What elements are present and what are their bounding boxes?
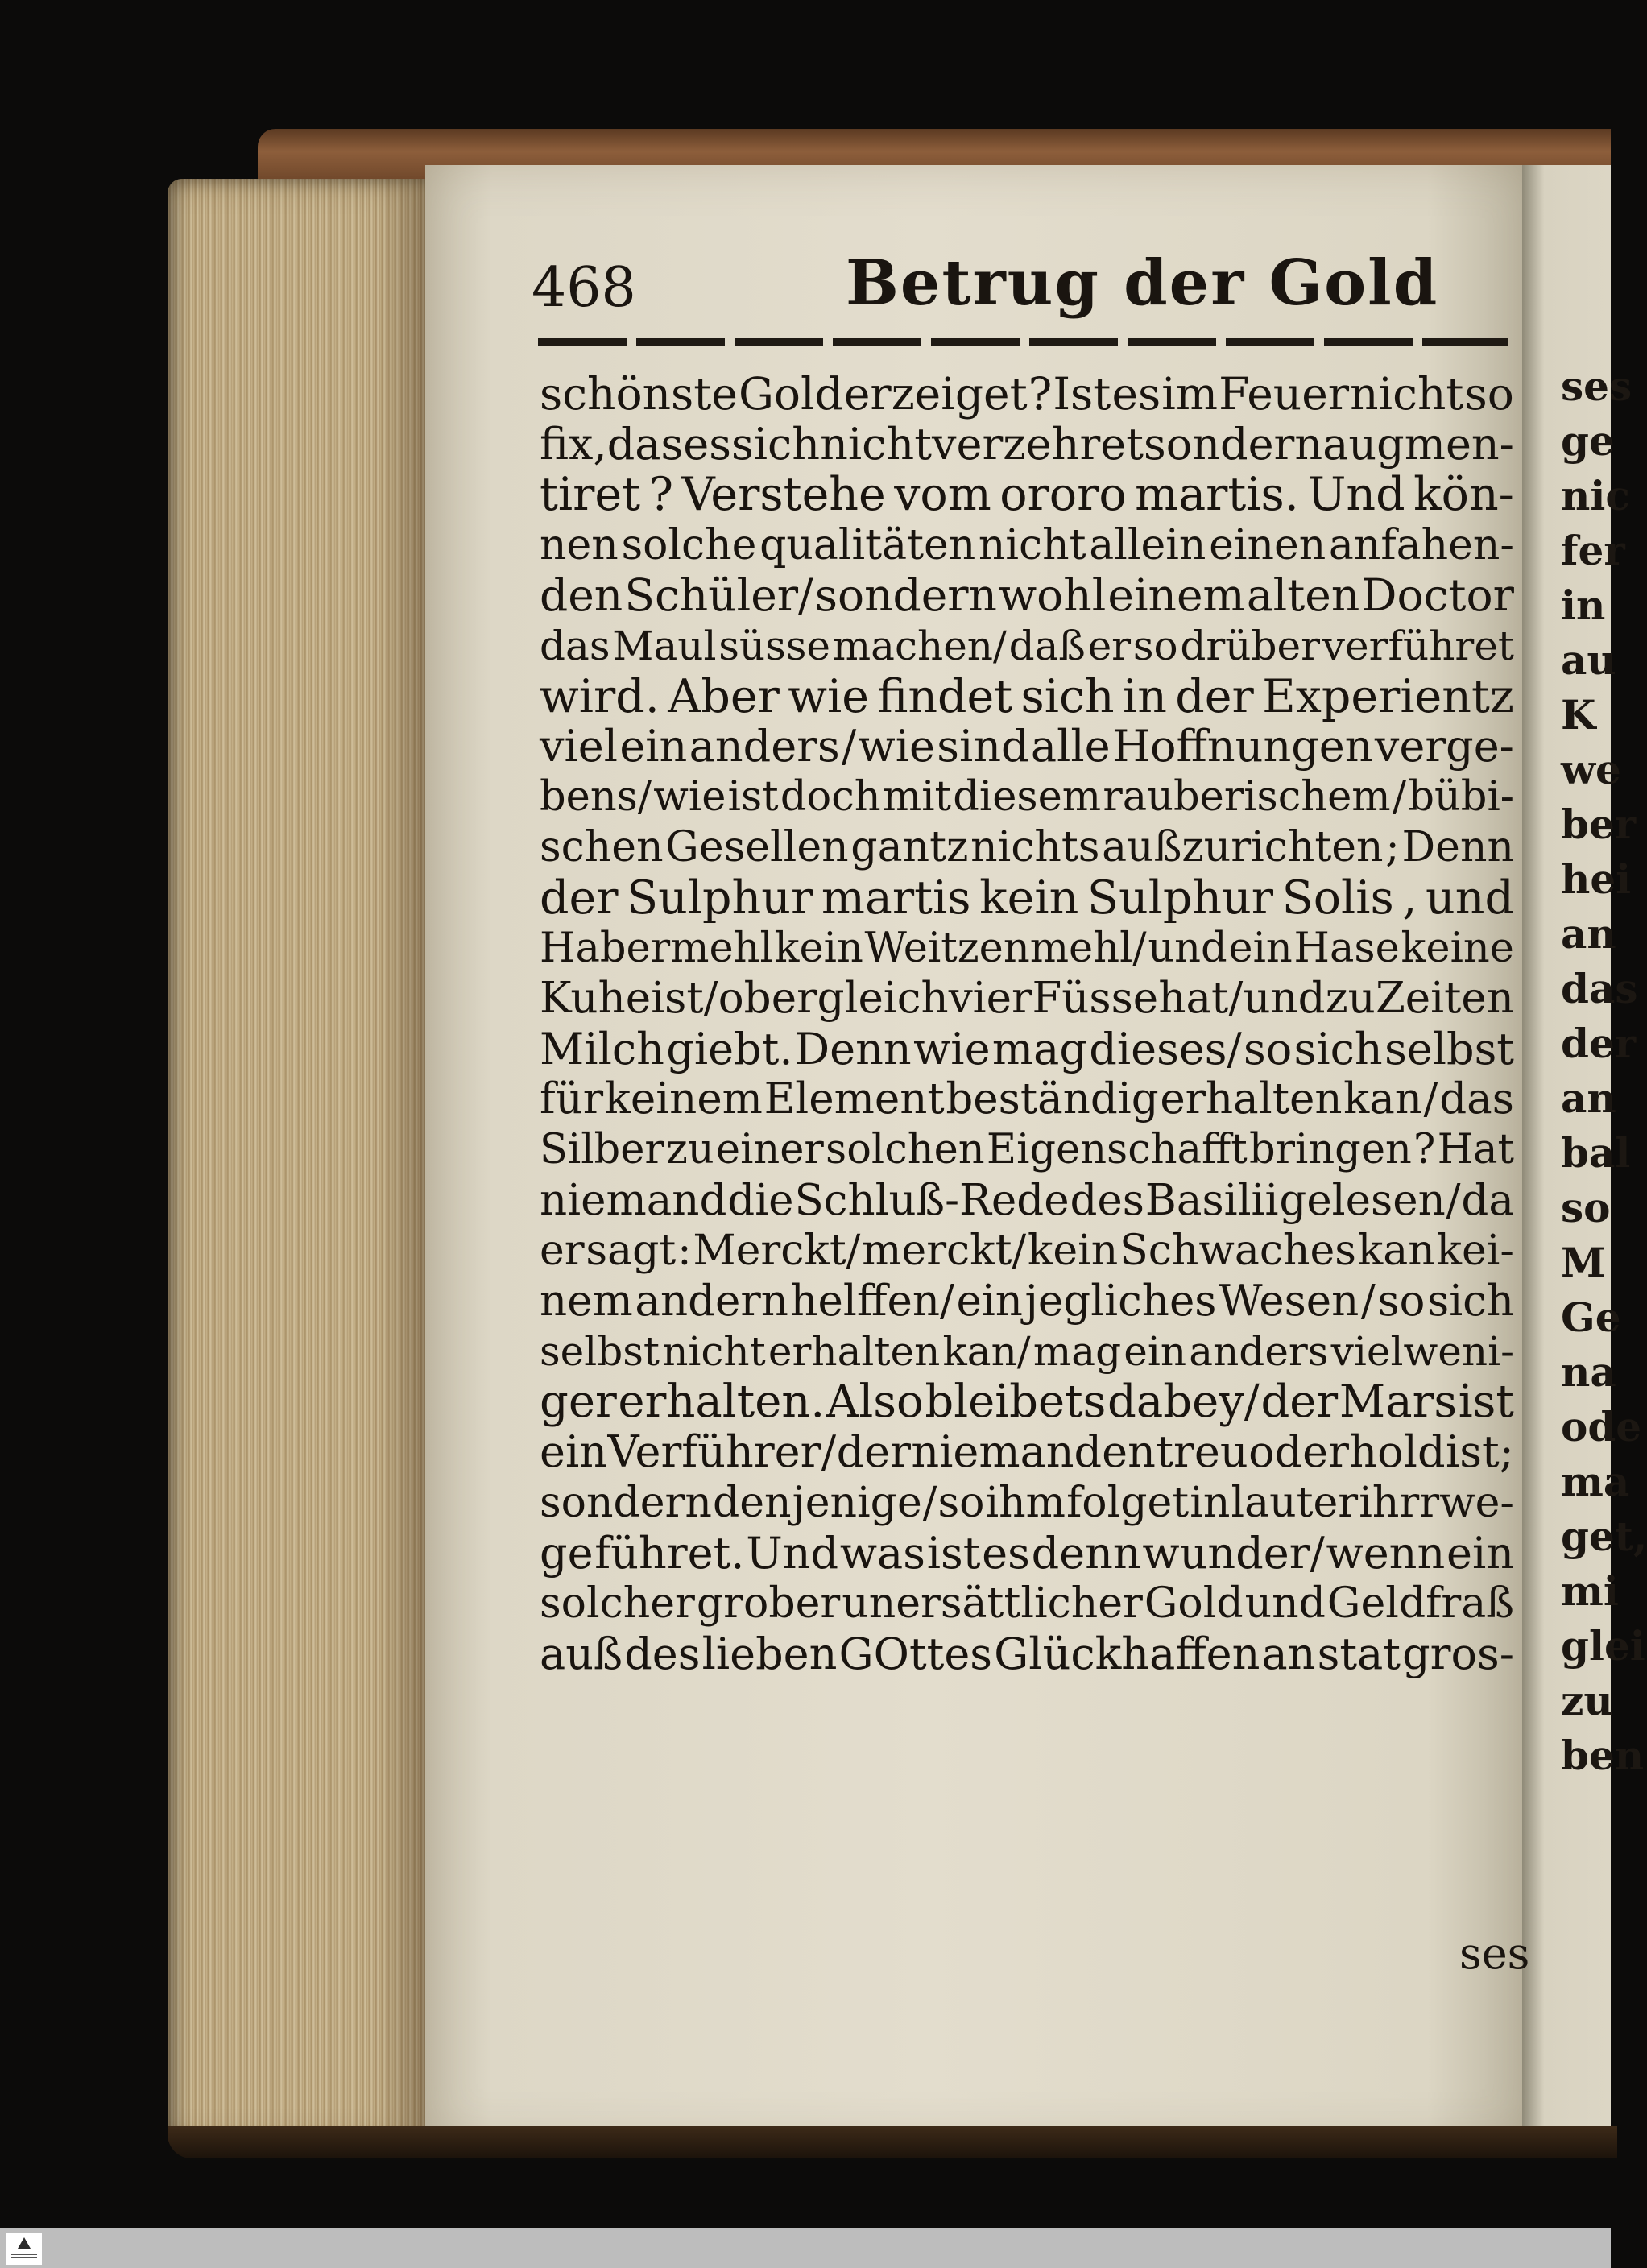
facing-page-fragment: hei (1561, 855, 1632, 903)
text-line: bens/ wie ist doch mit diesem rauberischem / bübi- (540, 772, 1514, 821)
text-line: schönste Gold erzeiget ? Ist es im Feuer nicht so (540, 368, 1514, 420)
facing-page-fragment: Ge (1561, 1293, 1621, 1341)
facing-page-fragment: das (1561, 965, 1638, 1012)
text-line: Kuhe ist/ ob er gleich vier Füsse hat/ und zu Zeiten (540, 974, 1514, 1024)
text-line: nem andern helffen/ ein jegliches Wesen / so sich (540, 1276, 1514, 1326)
text-line: Milch giebt. Denn wie mag dieses/ so sich selbst (540, 1023, 1514, 1074)
text-line: tiret ? Verstehe vom ororo martis. Und kön- (540, 468, 1514, 522)
facing-page-fragment: M (1561, 1239, 1606, 1286)
facing-page-fragment: zu (1561, 1677, 1613, 1724)
facing-page-fragment: ber (1561, 801, 1637, 848)
text-line: viel ein anders / wie sind alle Hoffnungen verge- (540, 721, 1514, 772)
page-edges (168, 179, 425, 2144)
text-line: auß des lieben GOttes Glückhaffen an stat gros- (540, 1628, 1514, 1679)
facing-page-fragment: ben (1561, 1732, 1645, 1779)
facing-page-fragment: nic (1561, 472, 1630, 519)
text-line: für keinem Element beständig erhalten kan / das (540, 1074, 1514, 1124)
facing-page-fragment: ses (1561, 362, 1633, 410)
facing-page-fragment: ode (1561, 1403, 1642, 1451)
logo-text-lines (11, 2254, 37, 2260)
body-text (540, 369, 1514, 1679)
text-line: solcher grober unersättlicher Gold und Geldfraß (540, 1579, 1514, 1629)
facing-page-fragment: ma (1561, 1458, 1630, 1505)
text-line: fix, das es sich nicht verzehret sondern augmen- (540, 418, 1514, 470)
facing-page-fragment: na (1561, 1348, 1616, 1396)
text-line: schen Gesellen gantz nichts außzurichten ; Denn (540, 823, 1514, 872)
facing-page-fragment: glei (1561, 1622, 1645, 1670)
facing-page-fragment: an (1561, 910, 1616, 958)
facing-page-fragment: bal (1561, 1129, 1631, 1177)
page-number: 468 (532, 256, 636, 320)
text-line: der Sulphur martis kein Sulphur Solis , und (540, 871, 1514, 925)
catchword: ses (1459, 1928, 1530, 1979)
running-header (0, 246, 1611, 321)
text-line: selbst nicht erhalten kan/ mag ein anders vielweni- (540, 1328, 1514, 1376)
text-line: nen solche qualitäten nicht allein einen anfahen- (540, 520, 1514, 569)
text-line: er sagt : Merckt/ merckt/ kein Schwaches kan kei- (540, 1227, 1514, 1276)
text-line: Silber zu einer solchen Eigenschafft bringen ? Hat (540, 1125, 1514, 1173)
text-line: Habermehl kein Weitzenmehl/ und ein Hase keine (540, 924, 1514, 972)
facing-page-fragment: in (1561, 581, 1606, 629)
facing-page-fragment: so (1561, 1184, 1611, 1231)
facing-page-fragment: K (1561, 691, 1596, 739)
book-cover-bottom (168, 2126, 1617, 2158)
facing-page-fragment: der (1561, 1020, 1637, 1067)
facing-page-fragment: get, (1561, 1513, 1647, 1560)
text-line: ger erhalten. Also bleibets dabey/ der Mars ist (540, 1375, 1514, 1428)
library-logo-icon[interactable] (6, 2233, 42, 2265)
facing-page-fragment: mi (1561, 1567, 1619, 1615)
text-line: niemand die Schluß-Rede des Basilii gelesen / da (540, 1175, 1514, 1225)
facing-page-fragment: au (1561, 636, 1616, 684)
text-line: ge führet. Und was ist es denn wunder/ wenn ein (540, 1527, 1514, 1579)
facing-page-edge (1522, 165, 1647, 2142)
facing-page-fragment: fer (1561, 527, 1625, 574)
facing-page-fragment: ge (1561, 417, 1615, 465)
logo-mark (18, 2237, 31, 2249)
text-line: sondern den jenige / so ihm folget in lauter ihrrwe- (540, 1479, 1514, 1528)
text-line: den Schüler/ sondern wohl einem alten Doctor (540, 569, 1514, 622)
facing-page-fragment: we (1561, 746, 1621, 793)
viewer-footer-bar (0, 2228, 1611, 2268)
text-line: wird. Aber wie findet sich in der Experientz (540, 669, 1514, 723)
header-rule (538, 338, 1508, 346)
running-title: Betrug der Gold (846, 246, 1439, 320)
text-line: ein Verführer / der niemanden treu oder hold ist; (540, 1426, 1514, 1478)
facing-page-fragment: an (1561, 1074, 1616, 1122)
text-line: das Maul süsse machen/ daß er so drüber verführet (540, 622, 1514, 669)
